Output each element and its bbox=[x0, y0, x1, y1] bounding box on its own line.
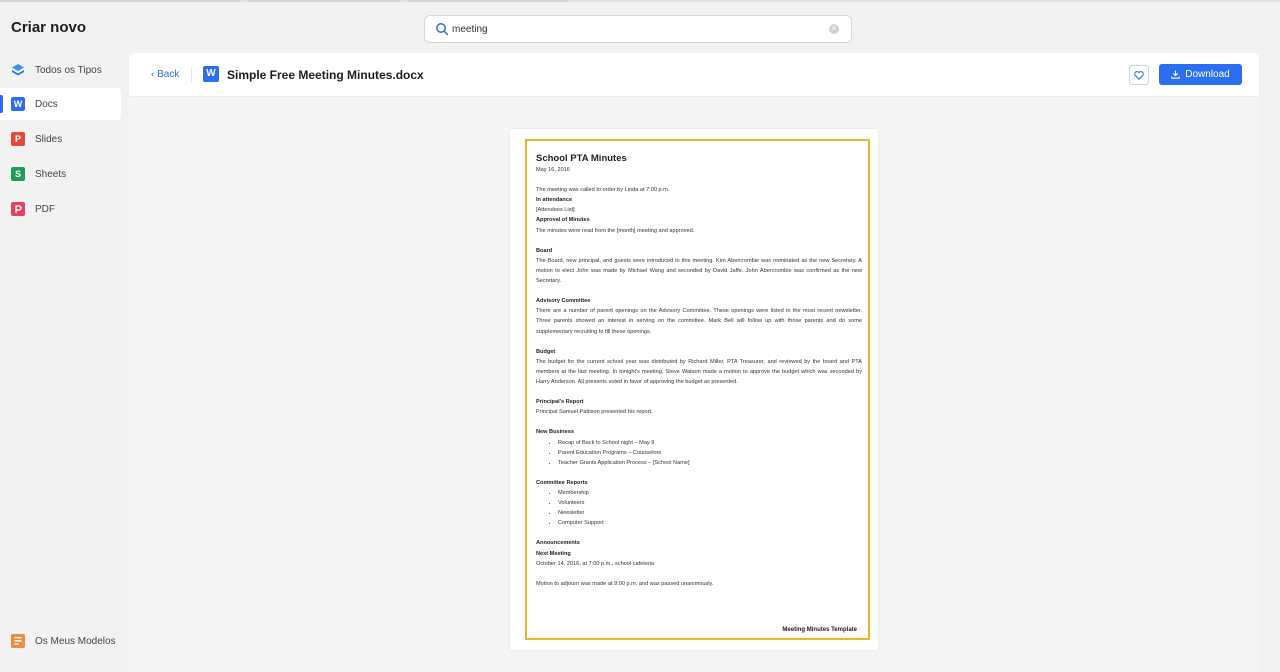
doc-section-heading: Board bbox=[536, 247, 553, 254]
back-label: Back bbox=[157, 69, 180, 80]
sidebar bbox=[0, 52, 128, 672]
doc-section-heading: Budget bbox=[536, 348, 556, 355]
sidebar-item-label: Todos os Tipos bbox=[35, 65, 102, 76]
back-button[interactable] bbox=[151, 69, 179, 80]
doc-paragraph: The Board, new principal, and guests were introduced in this meeting. Kim Abercrombie was nominated as the new Secretary. A motion to elect John was made by Michael Wang and seconded by David Jaffe. John Abercrombie was confirmed as the new Secretary. bbox=[536, 257, 862, 285]
preview-header bbox=[129, 53, 1259, 97]
preview-panel bbox=[129, 53, 1259, 672]
list-item: • Computer Support bbox=[558, 518, 862, 528]
doc-paragraph: The minutes were read from the [month] meeting and approved. bbox=[536, 227, 695, 234]
list-item: • Teacher Grants Application Process – [School Name] bbox=[558, 458, 862, 468]
sidebar-item-label: Os Meus Modelos bbox=[35, 636, 116, 647]
layers-icon bbox=[11, 63, 25, 77]
sidebar-item-my-templates[interactable] bbox=[0, 625, 121, 657]
window-top-strip bbox=[0, 0, 1280, 2]
doc-section-heading: Next Meeting bbox=[536, 550, 571, 557]
doc-section-heading: Announcements bbox=[536, 540, 580, 547]
doc-paragraph: Principal Samuel Pattison presented his report. bbox=[536, 409, 653, 416]
sidebar-item-sheets[interactable] bbox=[0, 158, 121, 190]
sidebar-item-label: Sheets bbox=[35, 169, 67, 180]
docs-icon: W bbox=[11, 97, 25, 111]
header-divider bbox=[191, 67, 192, 83]
doc-paragraph: Motion to adjourn was made at 9:00 p.m. and was passed unanimously. bbox=[536, 580, 714, 587]
search-input[interactable] bbox=[452, 20, 822, 38]
document-page bbox=[510, 129, 878, 650]
sidebar-item-label: PDF bbox=[35, 204, 55, 215]
doc-heading: School PTA Minutes bbox=[536, 153, 627, 164]
heart-icon bbox=[1134, 71, 1144, 80]
sidebar-item-slides[interactable] bbox=[0, 123, 121, 155]
list-item: • Recap of Back to School night – May 9 bbox=[558, 438, 862, 448]
document-body bbox=[536, 153, 862, 589]
doc-paragraph: [Attendees List] bbox=[536, 207, 575, 214]
doc-paragraph: The budget for the current school year was distributed by Richard Miller, PTA Treasurer, and reviewed by the board and PTA members at the last meeting. In tonight's meeting, Steve Watson made a motion to approve the budget which was seconded by Harry Anderson. All presents voted in favor of approving the budget as presented. bbox=[536, 358, 862, 385]
search-bar[interactable] bbox=[424, 15, 852, 43]
doc-bullet-list bbox=[548, 438, 862, 468]
clear-search-icon[interactable]: × bbox=[829, 24, 839, 34]
sidebar-item-docs[interactable] bbox=[0, 88, 121, 120]
list-item: • Membership bbox=[558, 488, 862, 498]
app-title: Criar novo bbox=[11, 19, 87, 36]
favorite-button[interactable] bbox=[1129, 65, 1149, 85]
doc-section-heading: Approval of Minutes bbox=[536, 217, 590, 224]
sidebar-item-all-types[interactable] bbox=[0, 54, 121, 86]
chevron-left-icon: ‹ bbox=[151, 69, 158, 80]
sidebar-item-label: Slides bbox=[35, 134, 63, 145]
pdf-icon bbox=[11, 202, 25, 216]
doc-footer-label: Meeting Minutes Template bbox=[782, 627, 857, 633]
doc-date: May 16, 2016 bbox=[536, 167, 570, 173]
word-doc-icon: W bbox=[203, 66, 219, 82]
doc-section-heading: In attendance bbox=[536, 197, 573, 204]
list-item: • Volunteers bbox=[558, 498, 862, 508]
doc-bullet-list bbox=[548, 488, 862, 528]
doc-section-heading: Committee Reports bbox=[536, 479, 588, 486]
download-button[interactable] bbox=[1159, 64, 1242, 85]
document-title: Simple Free Meeting Minutes.docx bbox=[227, 68, 424, 82]
page-border bbox=[525, 139, 870, 640]
doc-section-heading: Advisory Committee bbox=[536, 298, 591, 305]
list-item: • Newsletter bbox=[558, 508, 862, 518]
doc-paragraph: There are a number of parent openings on the Advisory Committee. These openings were listed in the most recent newsletter. Three parents showed an interest in serving on the committee. Mark Bell will follow up with those parents and do some supplementary recruiting to fill these openings. bbox=[536, 308, 862, 335]
sidebar-item-label: Docs bbox=[35, 99, 58, 110]
search-icon bbox=[435, 22, 449, 36]
download-label: Download bbox=[1185, 69, 1230, 80]
templates-icon bbox=[11, 634, 25, 648]
download-icon bbox=[1171, 70, 1180, 79]
slides-icon: P bbox=[11, 132, 25, 146]
list-item: • Parent Education Programs – Counselors bbox=[558, 448, 862, 458]
sheets-icon: S bbox=[11, 167, 25, 181]
doc-intro: The meeting was called to order by Linda at 7:00 p.m. bbox=[536, 187, 670, 194]
doc-section-heading: New Business bbox=[536, 429, 574, 436]
doc-paragraph: October 14, 2016, at 7:00 p.m., school cafeteria bbox=[536, 560, 655, 567]
sidebar-item-pdf[interactable] bbox=[0, 193, 121, 225]
doc-section-heading: Principal's Report bbox=[536, 399, 584, 406]
